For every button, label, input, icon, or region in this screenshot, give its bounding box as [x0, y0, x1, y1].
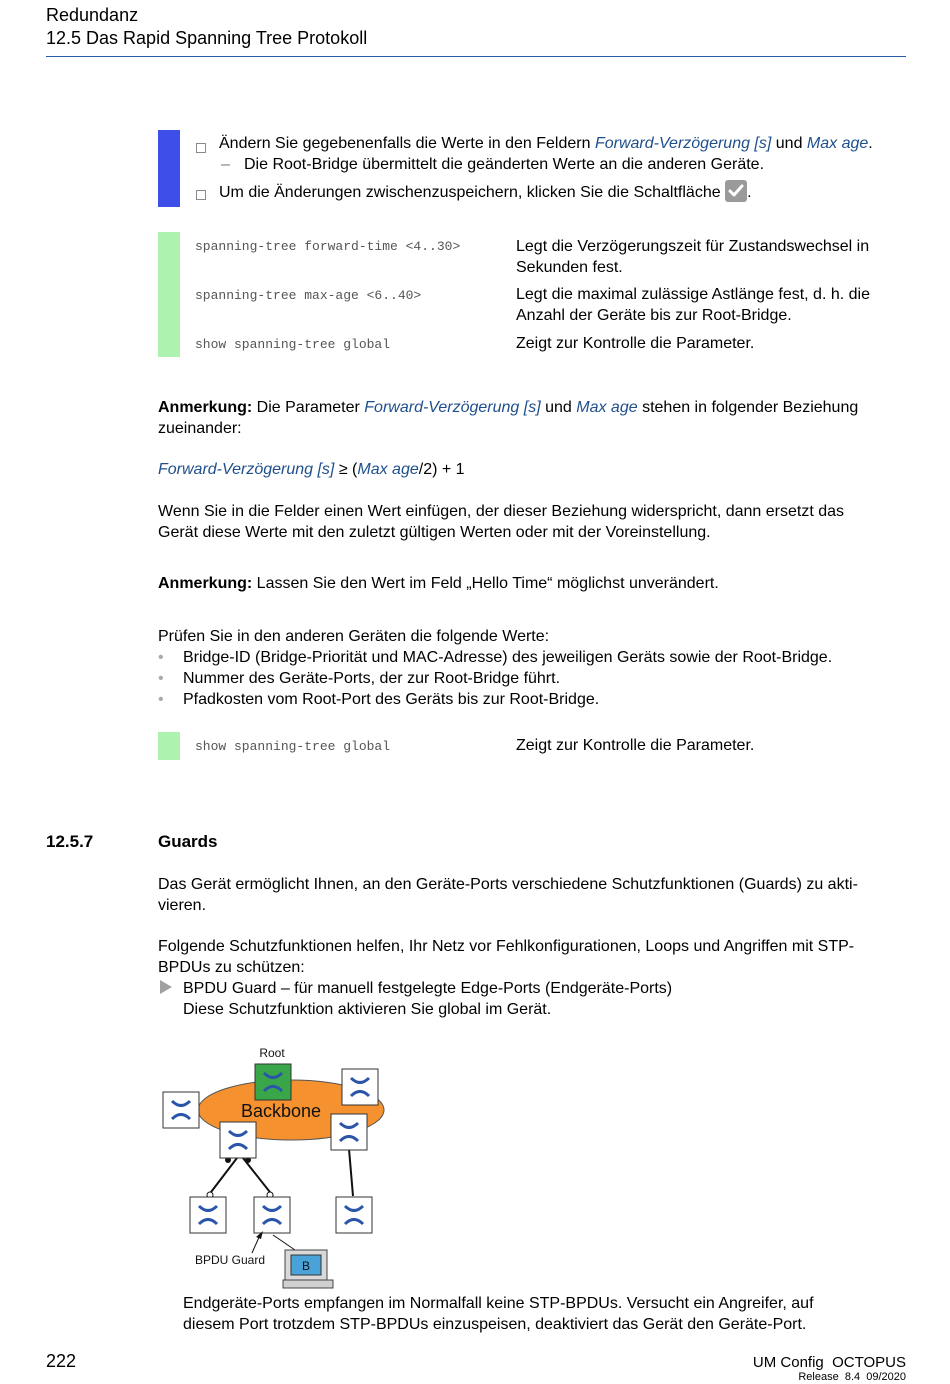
step1-checkbox — [196, 138, 206, 159]
paragraph: Wenn Sie in die Felder einen Wert einfügen, der dieser Beziehung widerspricht, dann ersetzt das Gerät diese Werte mit den zuletzt gültigen Werten oder mit der Voreinstellung. — [158, 503, 845, 541]
steps-marker — [158, 130, 180, 207]
root-label: Root — [259, 1046, 285, 1060]
switch-icon — [336, 1197, 372, 1233]
note-hello-time: Anmerkung: Lassen Sie den Wert im Feld „Hello Time“ möglichst unverändert. — [158, 575, 719, 592]
cli-marker — [158, 232, 180, 357]
substep-text: Die Root-Bridge übermittelt die geänderten Werte an die anderen Geräte. — [244, 156, 765, 173]
guard-item: BPDU Guard – für manuell festgelegte Edge-Ports (Endgeräte-Ports) Diese Schutzfunktion aktivieren Sie global im Gerät. — [183, 980, 673, 1018]
switch-icon — [190, 1197, 226, 1233]
section-number: 12.5.7 — [46, 832, 94, 851]
bullet: • — [158, 691, 164, 708]
list-item: Nummer des Geräte-Ports, der zur Root-Bridge führt. — [183, 670, 561, 687]
cli-marker — [158, 732, 180, 760]
switch-icon — [220, 1122, 256, 1158]
cli-description: Zeigt zur Kontrolle die Parameter. — [516, 335, 755, 352]
step2-checkbox — [196, 185, 206, 206]
list-item: Bridge-ID (Bridge-Priorität und MAC-Adresse) des jeweiligen Geräts sowie der Root-Bridge. — [183, 649, 833, 666]
bpdu-guard-label: BPDU Guard — [195, 1253, 266, 1267]
release-info: Release 8.4 09/2020 — [798, 1371, 906, 1383]
triangle-bullet-icon — [160, 980, 172, 994]
list-item: Pfadkosten vom Root-Port des Geräts bis zur Root-Bridge. — [183, 691, 600, 708]
doc-title: UM Config OCTOPUS — [752, 1354, 906, 1371]
section-title: 12.5 Das Rapid Spanning Tree Protokoll — [46, 28, 368, 48]
switch-icon — [254, 1197, 290, 1233]
header-rule — [46, 56, 906, 57]
checkmark-icon — [725, 180, 747, 202]
section-heading: Guards — [158, 832, 218, 851]
bullet: • — [158, 670, 164, 687]
root-switch-icon — [255, 1064, 291, 1100]
note-relationship: Anmerkung: Die Parameter Forward-Verzögerung [s] und Max age stehen in folgender Beziehung zueinander: — [158, 399, 859, 437]
switch-icon — [163, 1092, 199, 1128]
cli-command: show spanning-tree global — [195, 739, 391, 754]
page-number: 222 — [46, 1351, 77, 1371]
bpdu-guard-diagram — [155, 1040, 395, 1295]
bullet: • — [158, 649, 164, 666]
switch-icon — [342, 1069, 378, 1105]
paragraph: Das Gerät ermöglicht Ihnen, an den Geräte-Ports verschiedene Schutzfunktionen (Guards) zu akti- vieren. — [158, 876, 858, 914]
step1-text: Ändern Sie gegebenenfalls die Werte in den Feldern Forward-Verzögerung [s] und Max age. — [219, 135, 873, 152]
paragraph: Endgeräte-Ports empfangen im Normalfall keine STP-BPDUs. Versucht ein Angreifer, auf diesem Port trotzdem STP-BPDUs einzuspeisen, deaktiviert das Gerät den Geräte-Port. — [183, 1295, 814, 1333]
cli-command: spanning-tree forward-time <4..30> — [195, 239, 461, 254]
cli-description: Legt die Verzögerungszeit für Zustandswechsel in Sekunden fest. — [516, 238, 870, 276]
step2-text: Um die Änderungen zwischenzuspeichern, klicken Sie die Schaltfläche . — [219, 180, 752, 203]
check-intro: Prüfen Sie in den anderen Geräten die folgende Werte: — [158, 628, 550, 645]
chapter-title: Redundanz — [46, 5, 139, 25]
cli-description: Legt die maximal zulässige Astlänge fest, d. h. die Anzahl der Geräte bis zur Root-Bridge. — [516, 286, 870, 324]
cli-command: spanning-tree max-age <6..40> — [195, 288, 422, 303]
switch-icon — [331, 1114, 367, 1150]
substep-dash: – — [221, 156, 230, 173]
cli-description: Zeigt zur Kontrolle die Parameter. — [516, 737, 755, 754]
computer-icon — [283, 1250, 333, 1288]
formula: Forward-Verzögerung [s] ≥ (Max age/2) + 1 — [158, 461, 465, 478]
backbone-label: Backbone — [240, 1101, 322, 1121]
terminal-label: B — [301, 1259, 311, 1273]
cli-command: show spanning-tree global — [195, 337, 391, 352]
paragraph: Folgende Schutzfunktionen helfen, Ihr Netz vor Fehlkonfigurationen, Loops und Angriffen mit STP- BPDUs zu schützen: — [158, 938, 855, 976]
